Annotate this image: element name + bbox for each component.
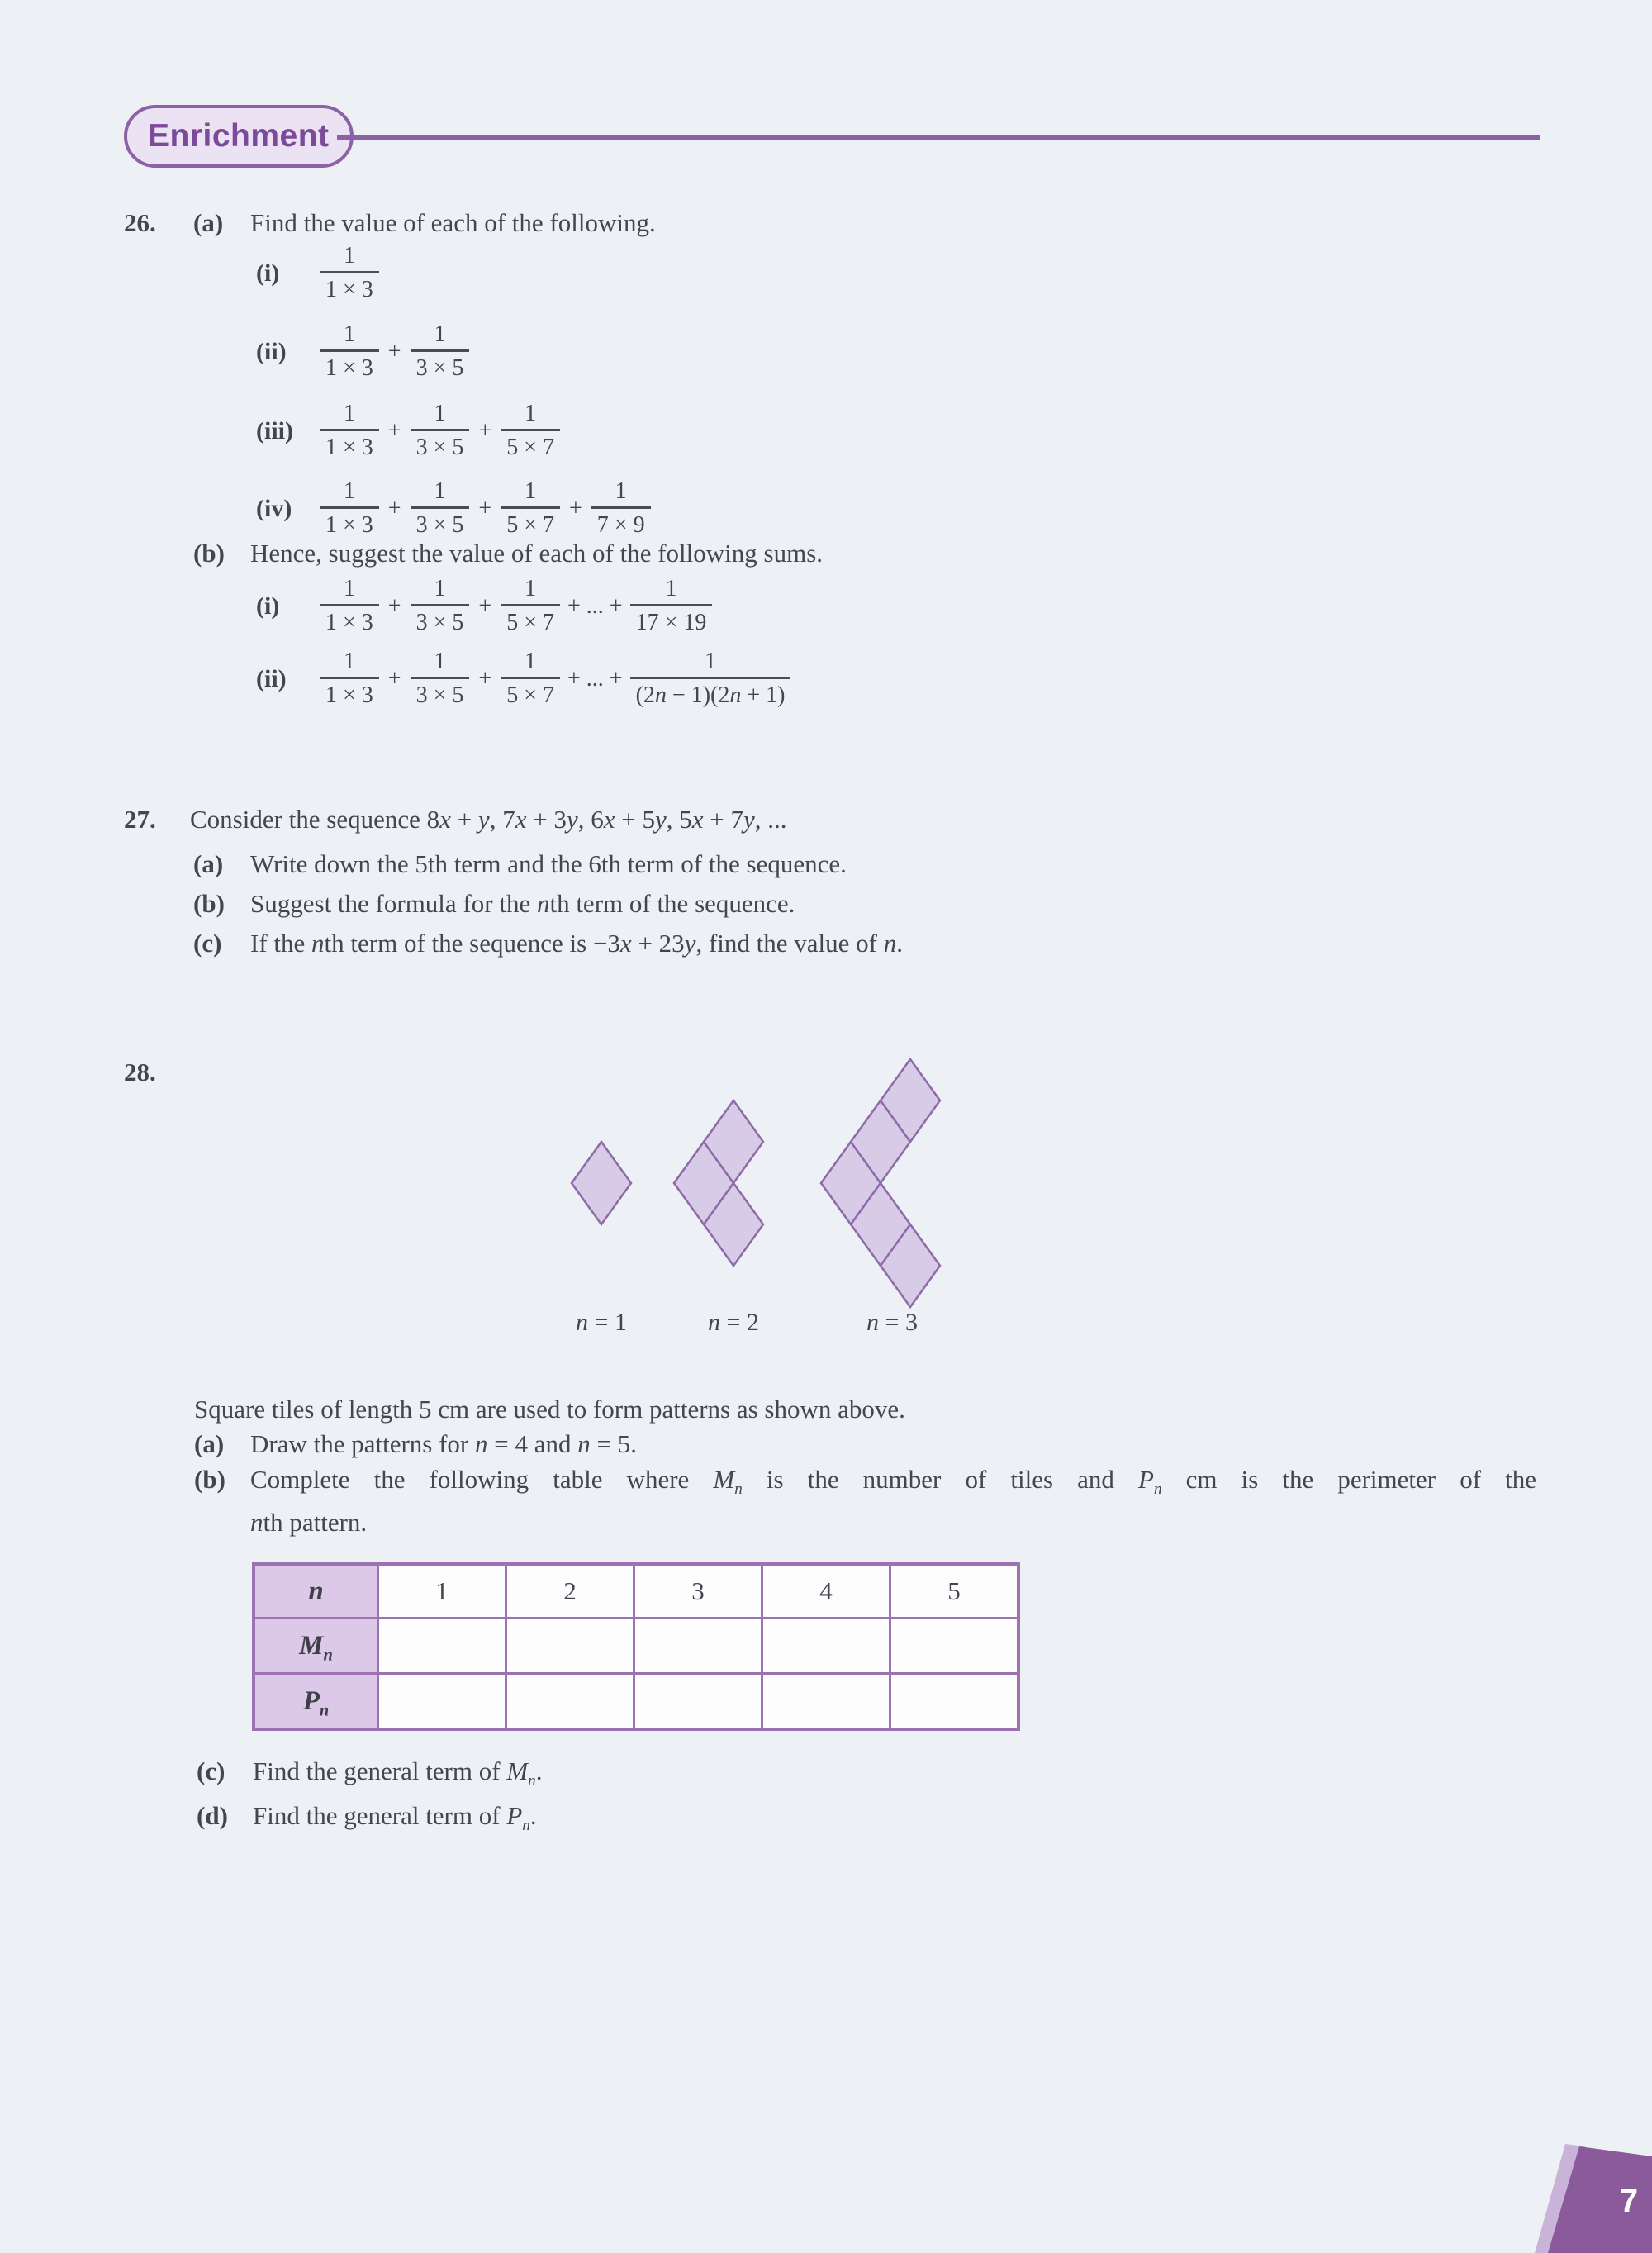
plus-sign: + [478, 665, 492, 692]
q27-part-b [193, 888, 795, 920]
fraction-numerator: 1 [705, 649, 717, 674]
table-cell-empty [506, 1618, 634, 1674]
q28-heading [124, 1057, 193, 1089]
table-cell-empty [634, 1674, 762, 1730]
table-cell-empty [762, 1618, 890, 1674]
q28-part-d [197, 1800, 537, 1835]
plus-sign: + [387, 417, 401, 444]
table-cell-n5: 5 [890, 1564, 1019, 1618]
fraction [501, 402, 560, 459]
part-text: Find the general term of $P_n$. [253, 1801, 537, 1835]
q27-part-c [193, 928, 903, 960]
q26b-prompt: Hence, suggest the value of each of the following sums. [250, 539, 824, 568]
part-label: (c) [197, 1756, 225, 1785]
fraction-numerator: 1 [434, 649, 446, 674]
part-label: (b) [193, 889, 225, 918]
ellipsis: + ... + [567, 665, 623, 692]
fraction [411, 323, 470, 380]
fraction-denominator: 1 × 3 [320, 271, 379, 302]
part-text: Find the general term of $M_n$. [253, 1756, 543, 1790]
fraction-numerator: 1 [665, 576, 677, 601]
header-rule [337, 135, 1540, 140]
part-text: Suggest the formula for the nth term of the sequence. [250, 889, 795, 918]
plus-sign: + [478, 495, 492, 521]
fraction-denominator: 7 × 9 [591, 506, 651, 537]
table-cell-empty [762, 1674, 890, 1730]
fraction-numerator: 1 [343, 649, 355, 674]
row-header-Mn: $M_n$ [254, 1618, 378, 1674]
table-cell-empty [890, 1674, 1019, 1730]
plus-sign: + [387, 338, 401, 364]
fraction [320, 323, 379, 380]
fraction-numerator: 1 [434, 478, 446, 504]
part-label: (a) [193, 849, 224, 878]
part-text: Write down the 5th term and the 6th term of the sequence. [250, 849, 847, 878]
figure-label-n3: n = 3 [866, 1309, 918, 1336]
fraction [501, 578, 560, 635]
q28-part-a [194, 1428, 637, 1461]
q26a-label: (a) [193, 208, 224, 237]
ellipsis: + ... + [567, 592, 623, 619]
fraction-denominator: 3 × 5 [411, 604, 470, 635]
q28-part-b-line1: Complete the following table where $M_n$ is the number of tiles and $P_n$ cm is the perimeter of the [250, 1465, 1536, 1499]
plus-sign: + [387, 592, 401, 619]
item-label: (i) [256, 259, 280, 287]
fraction-numerator: 1 [525, 576, 537, 601]
q27-part-a [193, 848, 847, 881]
fraction [591, 480, 651, 537]
table-cell-empty [506, 1674, 634, 1730]
q26b-heading [193, 538, 823, 570]
q28-part-b-label [194, 1464, 250, 1496]
fraction-denominator: 1 × 3 [320, 604, 379, 635]
table-cell-n3: 3 [634, 1564, 762, 1618]
fraction-numerator: 1 [343, 478, 355, 504]
fraction-numerator: 1 [525, 478, 537, 504]
part-label: (d) [197, 1801, 228, 1830]
q26b-item-ii [256, 650, 790, 707]
fraction [320, 402, 379, 459]
table-cell-n2: 2 [506, 1564, 634, 1618]
table-cell-empty [378, 1674, 506, 1730]
fraction-numerator: 1 [434, 321, 446, 347]
q26b-item-i [256, 578, 712, 635]
fraction-denominator: 3 × 5 [411, 429, 470, 459]
fraction-denominator: (2n − 1)(2n + 1) [630, 677, 791, 707]
fraction [320, 245, 379, 302]
item-label: (iv) [256, 494, 292, 522]
fraction [411, 578, 470, 635]
q26a-item-iii [256, 402, 560, 459]
part-text: Draw the patterns for n = 4 and n = 5. [250, 1429, 637, 1458]
part-label: (b) [194, 1465, 225, 1494]
fraction-numerator: 1 [343, 321, 355, 347]
fraction-denominator: 3 × 5 [411, 506, 470, 537]
fraction-denominator: 5 × 7 [501, 506, 560, 537]
q26-heading [124, 207, 656, 240]
fraction-numerator: 1 [434, 401, 446, 426]
q26-number: 26. [124, 208, 156, 237]
fraction-numerator: 1 [525, 649, 537, 674]
part-label: (a) [194, 1429, 225, 1458]
table-cell-n4: 4 [762, 1564, 890, 1618]
row-header-n: n [254, 1564, 378, 1618]
fraction-numerator: 1 [343, 576, 355, 601]
item-label: (iii) [256, 416, 293, 444]
enrichment-badge: Enrichment [124, 105, 354, 168]
fraction-denominator: 3 × 5 [411, 677, 470, 707]
table-row-Mn [254, 1618, 1018, 1674]
part-label: (c) [193, 929, 222, 958]
fraction [411, 402, 470, 459]
fraction [320, 578, 379, 635]
q28-number: 28. [124, 1058, 156, 1086]
table-cell-empty [378, 1618, 506, 1674]
fraction-numerator: 1 [343, 401, 355, 426]
q26a-item-ii [256, 323, 469, 380]
q26a-prompt: Find the value of each of the following. [250, 208, 656, 237]
fraction-numerator: 1 [615, 478, 627, 504]
page-number: 7 [1619, 2183, 1639, 2219]
fraction-denominator: 1 × 3 [320, 429, 379, 459]
figure-label-n2: n = 2 [708, 1309, 759, 1336]
q28-part-c [197, 1756, 543, 1788]
q28-intro-text: Square tiles of length 5 cm are used to form patterns as shown above. [194, 1395, 905, 1424]
pattern-table [252, 1562, 1020, 1731]
tile-pattern-figure [537, 1043, 999, 1315]
tile [572, 1142, 631, 1224]
plus-sign: + [568, 495, 582, 521]
fraction-numerator: 1 [434, 576, 446, 601]
q26a-item-i [256, 245, 379, 302]
fraction-denominator: 3 × 5 [411, 349, 470, 380]
fraction-denominator: 17 × 19 [630, 604, 713, 635]
table-row-Pn [254, 1674, 1018, 1730]
q26b-label: (b) [193, 539, 225, 568]
item-label: (ii) [256, 337, 287, 365]
q28-intro [194, 1394, 905, 1426]
q28-part-b-line2: n th pattern. [250, 1508, 368, 1537]
part-text: If the nth term of the sequence is −3x + 23y, find the value of n. [250, 929, 903, 958]
fraction-denominator: 1 × 3 [320, 349, 379, 380]
fraction-denominator: 1 × 3 [320, 506, 379, 537]
fraction [320, 650, 379, 707]
fraction-denominator: 1 × 3 [320, 677, 379, 707]
fraction-numerator: 1 [343, 243, 355, 269]
fraction-denominator: 5 × 7 [501, 429, 560, 459]
fraction [501, 480, 560, 537]
q27-number: 27. [124, 805, 156, 834]
table-cell-empty [890, 1618, 1019, 1674]
fraction [630, 650, 791, 707]
q27-heading [124, 804, 786, 836]
table-cell-n1: 1 [378, 1564, 506, 1618]
table-row-n [254, 1564, 1018, 1618]
plus-sign: + [387, 665, 401, 692]
plus-sign: + [478, 417, 492, 444]
fraction-numerator: 1 [525, 401, 537, 426]
figure-label-n1: n = 1 [576, 1309, 627, 1336]
fraction [320, 480, 379, 537]
fraction-denominator: 5 × 7 [501, 677, 560, 707]
plus-sign: + [387, 495, 401, 521]
item-label: (ii) [256, 664, 287, 692]
fraction [630, 578, 713, 635]
table-cell-empty [634, 1618, 762, 1674]
fraction-denominator: 5 × 7 [501, 604, 560, 635]
q26a-item-iv [256, 480, 651, 537]
fraction [501, 650, 560, 707]
fraction [411, 650, 470, 707]
fraction [411, 480, 470, 537]
plus-sign: + [478, 592, 492, 619]
q27-intro: Consider the sequence 8x + y, 7x + 3y, 6x + 5y, 5x + 7y, ... [190, 805, 787, 834]
row-header-Pn: $P_n$ [254, 1674, 378, 1730]
item-label: (i) [256, 592, 280, 620]
